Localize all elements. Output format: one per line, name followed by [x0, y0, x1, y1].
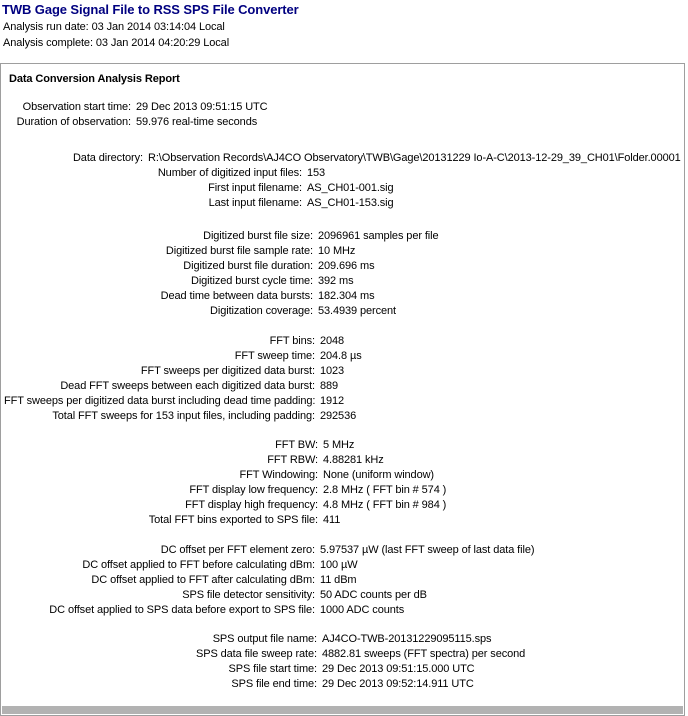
row-value: 182.304 ms [318, 290, 375, 302]
report-row [4, 438, 684, 453]
row-label: FFT BW : [4, 438, 318, 453]
row-value: 53.4939 percent [318, 305, 397, 317]
row-value: 392 ms [318, 275, 354, 287]
row-value: None (uniform window) [323, 469, 434, 481]
row-value: 153 [307, 167, 326, 179]
row-label: Digitized burst cycle time : [4, 274, 313, 289]
horizontal-scrollbar[interactable] [2, 706, 683, 714]
row-value: 11 dBm [320, 574, 357, 586]
row-label: FFT RBW : [4, 453, 318, 468]
report-row [4, 166, 684, 181]
report-row [4, 289, 684, 304]
row-value: 29 Dec 2013 09:51:15.000 UTC [322, 663, 475, 675]
row-value: 5.97537 µW (last FFT sweep of last data file) [320, 544, 535, 556]
report-row [4, 662, 684, 677]
report-group-g5 [4, 543, 684, 618]
report-row [4, 483, 684, 498]
report-row [4, 558, 684, 573]
row-label: Duration of observation : [4, 115, 131, 130]
row-label: DC offset applied to SPS data before export to SPS file : [4, 603, 315, 618]
row-label: Digitized burst file duration : [4, 259, 313, 274]
row-value: 411 [323, 514, 341, 526]
report-row [4, 632, 684, 647]
row-label: Total FFT bins exported to SPS file : [4, 513, 318, 528]
report-row [4, 409, 684, 424]
report-row [4, 274, 684, 289]
row-label: Dead time between data bursts : [4, 289, 313, 304]
report-row [4, 677, 684, 692]
row-label: FFT bins : [4, 334, 315, 349]
report-group-g3 [4, 334, 684, 424]
report-row [4, 513, 684, 528]
report-row [4, 379, 684, 394]
row-label: SPS file detector sensitivity : [4, 588, 315, 603]
report-row [4, 181, 684, 196]
row-value: 2048 [320, 335, 345, 347]
report-row [4, 498, 684, 513]
report-row [4, 543, 684, 558]
report-group-g4 [4, 438, 684, 528]
report-group-g1b [4, 166, 684, 211]
row-value: 50 ADC counts per dB [320, 589, 427, 601]
report-row [4, 453, 684, 468]
row-label: SPS file start time : [4, 662, 317, 677]
report-row [4, 364, 684, 379]
row-label: DC offset applied to FFT before calculating dBm : [4, 558, 315, 573]
report-row [4, 244, 684, 259]
row-value: 5 MHz [323, 439, 355, 451]
row-label: DC offset applied to FFT after calculating dBm : [4, 573, 315, 588]
row-label: FFT sweeps per digitized data burst : [4, 364, 315, 379]
report-row [4, 349, 684, 364]
row-label: Digitization coverage : [4, 304, 313, 319]
row-value: 2096961 samples per file [318, 230, 439, 242]
window-header [0, 0, 688, 51]
report-row [4, 334, 684, 349]
report-row [4, 229, 684, 244]
row-label: Total FFT sweeps for 153 input files, including padding : [4, 409, 315, 424]
row-value: 1912 [320, 395, 345, 407]
row-label: Digitized burst file size : [4, 229, 313, 244]
row-label: FFT sweeps per digitized data burst including dead time padding : [4, 394, 315, 409]
report-row [4, 100, 684, 115]
row-value: AS_CH01-001.sig [307, 182, 394, 194]
row-value: AS_CH01-153.sig [307, 197, 394, 209]
row-label: Digitized burst file sample rate : [4, 244, 313, 259]
report-row [4, 394, 684, 409]
row-label: Number of digitized input files : [4, 166, 302, 181]
analysis-complete: Analysis complete: 03 Jan 2014 04:20:29 Local [3, 37, 230, 49]
report-body [4, 100, 684, 692]
row-label: Data directory : [4, 151, 143, 166]
row-value: 1000 ADC counts [320, 604, 405, 616]
row-value: 100 µW [320, 559, 358, 571]
report-group-g6 [4, 632, 684, 692]
report-heading: Data Conversion Analysis Report [9, 73, 180, 85]
row-value: 4.88281 kHz [323, 454, 384, 466]
row-value: AJ4CO-TWB-20131229095115.sps [322, 633, 492, 645]
row-label: SPS output file name : [4, 632, 317, 647]
report-row [4, 468, 684, 483]
report-row [4, 304, 684, 319]
report-panel [0, 63, 685, 716]
row-label: First input filename : [4, 181, 302, 196]
report-row [4, 603, 684, 618]
row-value: 292536 [320, 410, 357, 422]
row-value: 209.696 ms [318, 260, 375, 272]
row-label: Last input filename : [4, 196, 302, 211]
row-value: 59.976 real-time seconds [136, 116, 258, 128]
row-label: Observation start time : [4, 100, 131, 115]
report-row [4, 573, 684, 588]
row-value: R:\Observation Records\AJ4CO Observatory\TWB\Gage\20131229 Io-A-C\2013-12-29_39_CH01\Folder.00001 [148, 152, 681, 164]
report-row [4, 115, 684, 130]
report-row [4, 647, 684, 662]
report-row [4, 588, 684, 603]
row-label: FFT Windowing : [4, 468, 318, 483]
report-group-g2 [4, 229, 684, 319]
row-value: 4.8 MHz ( FFT bin # 984 ) [323, 499, 447, 511]
row-label: FFT display low frequency : [4, 483, 318, 498]
row-value: 889 [320, 380, 339, 392]
report-row [4, 259, 684, 274]
page-title: TWB Gage Signal File to RSS SPS File Converter [2, 2, 299, 17]
row-value: 4882.81 sweeps (FFT spectra) per second [322, 648, 526, 660]
report-group-g1a [4, 151, 684, 166]
row-value: 204.8 µs [320, 350, 362, 362]
row-label: DC offset per FFT element zero : [4, 543, 315, 558]
row-value: 29 Dec 2013 09:52:14.911 UTC [322, 678, 474, 690]
row-label: FFT display high frequency : [4, 498, 318, 513]
row-label: SPS file end time : [4, 677, 317, 692]
row-label: SPS data file sweep rate : [4, 647, 317, 662]
report-row [4, 151, 684, 166]
row-label: FFT sweep time : [4, 349, 315, 364]
row-label: Dead FFT sweeps between each digitized data burst : [4, 379, 315, 394]
row-value: 10 MHz [318, 245, 356, 257]
row-value: 2.8 MHz ( FFT bin # 574 ) [323, 484, 447, 496]
row-value: 1023 [320, 365, 345, 377]
row-value: 29 Dec 2013 09:51:15 UTC [136, 101, 268, 113]
report-row [4, 196, 684, 211]
report-group-g0 [4, 100, 684, 130]
analysis-run-date: Analysis run date: 03 Jan 2014 03:14:04 Local [3, 21, 225, 33]
